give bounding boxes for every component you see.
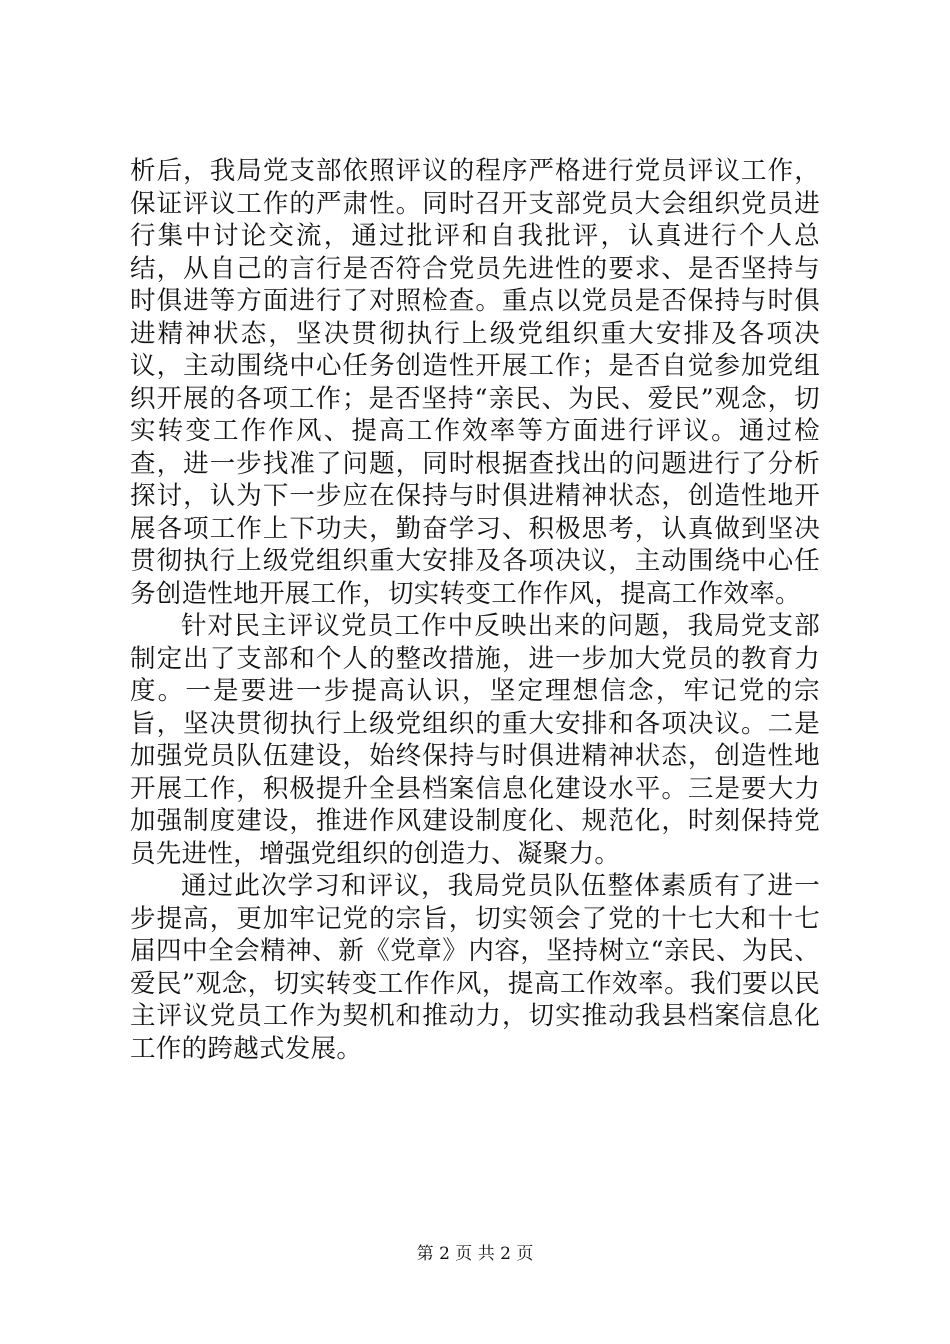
page-number-footer: 第 2 页 共 2 页 xyxy=(416,1244,534,1264)
paragraph-continued: 析后，我局党支部依照评议的程序严格进行党员评议工作，保证评议工作的严肃性。同时召开支部党员大会组织党员进行集中讨论交流，通过批评和自我批评，认真进行个人总结，从自己的言行是否符合党员先进性的要求、是否坚持与时俱进等方面进行了对照检查。重点以党员是否保持与时俱进精神状态，坚决贯彻执行上级党组织重大安排及各项决议，主动围绕中心任务创造性开展工作；是否自觉参加党组织开展的各项工作；是否坚持“亲民、为民、爱民”观念，切实转变工作作风、提高工作效率等方面进行评议。通过检查，进一步找准了问题，同时根据查找出的问题进行了分析探讨，认为下一步应在保持与时俱进精神状态，创造性地开展各项工作上下功夫，勤奋学习、积极思考，认真做到坚决贯彻执行上级党组织重大安排及各项决议，主动围绕中心任务创造性地开展工作，切实转变工作作风，提高工作效率。 xyxy=(130,156,820,609)
paragraph-conclusion: 通过此次学习和评议，我局党员队伍整体素质有了进一步提高，更加牢记党的宗旨，切实领会了党的十七大和十七届四中全会精神、新《党章》内容，坚持树立“亲民、为民、爱民”观念，切实转变工作作风，提高工作效率。我们要以民主评议党员工作为契机和推动力，切实推动我县档案信息化工作的跨越式发展。 xyxy=(130,871,820,1064)
document-body xyxy=(130,155,820,1065)
paragraph-rectification: 针对民主评议党员工作中反映出来的问题，我局党支部制定出了支部和个人的整改措施，进一步加大党员的教育力度。一是要进一步提高认识，坚定理想信念，牢记党的宗旨，坚决贯彻执行上级党组织的重大安排和各项决议。二是加强党员队伍建设，始终保持与时俱进精神状态，创造性地开展工作，积极提升全县档案信息化建设水平。三是要大力加强制度建设，推进作风建设制度化、规范化，时刻保持党员先进性，增强党组织的创造力、凝聚力。 xyxy=(130,611,820,869)
